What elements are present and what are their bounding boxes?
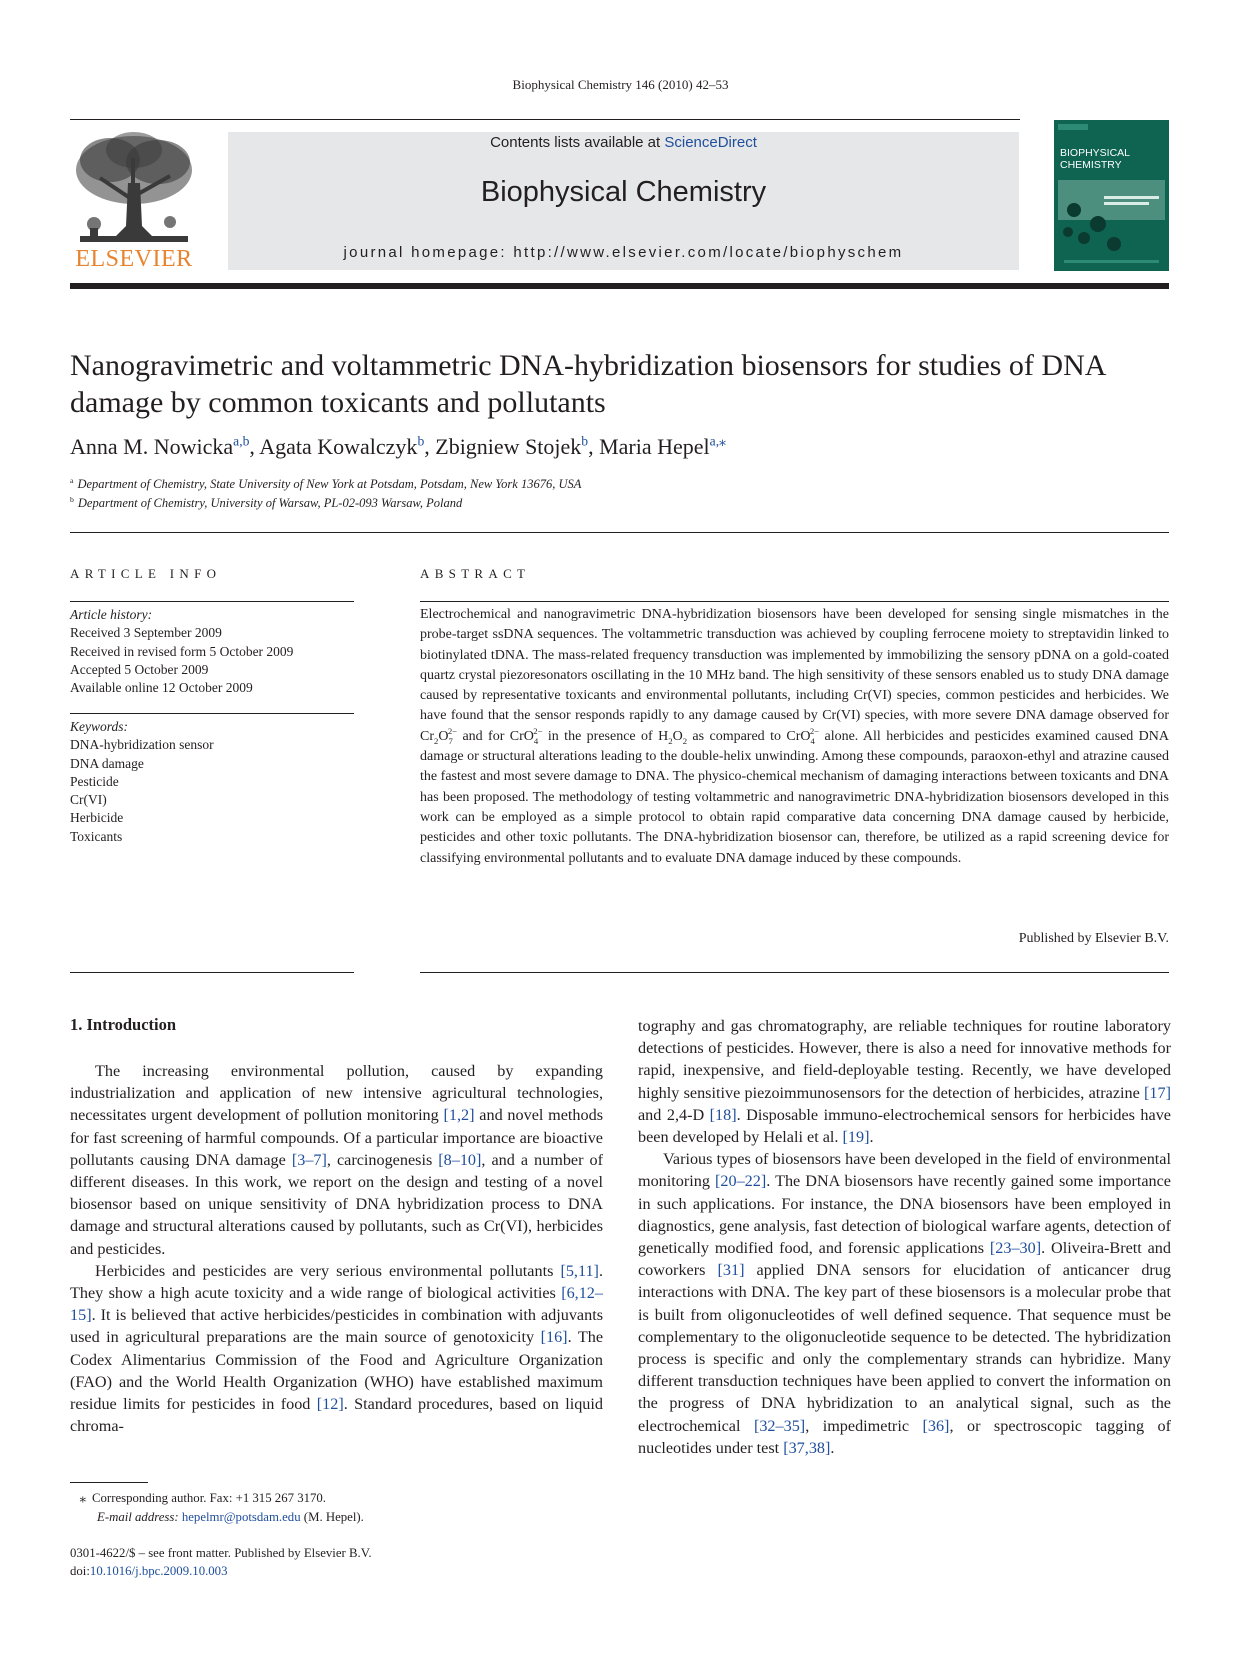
top-rule	[70, 119, 1020, 120]
journal-title: Biophysical Chemistry	[480, 176, 767, 208]
keyword: Toxicants	[70, 828, 123, 844]
info-rule	[70, 601, 354, 602]
citation-link[interactable]: [23–30]	[989, 1239, 1042, 1258]
contents-prefix: Contents lists available at	[490, 134, 665, 151]
paragraph: The increasing environmental pollution, caused by expanding industrialization and application of new intensive agricultural technologies, necessitates urgent development of pollution monitoring [1,2] and novel methods for fast screening of harmful compounds. Of a particular importance are bioactive pollutants causing DNA damage [3–7], carcinogenesis [8–10], and a number of different diseases. In this work, we report on the design and testing of a novel biosensor based on unique sensitivity of DNA hybridization process to DNA damage and structural alterations caused by pollutants, such as Cr(VI), herbicides and pesticides.	[70, 1062, 603, 1258]
header-thick-rule	[70, 283, 1169, 289]
history-item: Accepted 5 October 2009	[70, 661, 209, 677]
citation-link[interactable]: [31]	[717, 1261, 745, 1280]
body-column-left	[70, 1060, 603, 1437]
history-item: Available online 12 October 2009	[70, 680, 253, 696]
section-heading-introduction: 1. Introduction	[70, 1015, 177, 1034]
keyword: Pesticide	[70, 773, 119, 789]
citation-link[interactable]: [37,38]	[783, 1438, 831, 1457]
cover-title: BIOPHYSICAL CHEMISTRY	[1060, 147, 1131, 171]
elsevier-wordmark: ELSEVIER	[75, 246, 193, 272]
citation-link[interactable]: [16]	[540, 1328, 568, 1347]
citation-link[interactable]: [3–7]	[291, 1150, 327, 1169]
citation-link[interactable]: [18]	[709, 1105, 737, 1124]
author-affiliation-mark[interactable]: b	[417, 433, 425, 449]
author-name: Zbigniew Stojek	[435, 434, 582, 459]
keywords-label: Keywords:	[70, 719, 128, 734]
article-info-heading: ARTICLE INFO	[70, 566, 222, 581]
keywords	[70, 718, 354, 846]
citation-link[interactable]: [5,11]	[560, 1261, 599, 1280]
sciencedirect-link[interactable]: ScienceDirect	[664, 134, 757, 151]
info-rule	[70, 713, 354, 714]
abstract-body: Electrochemical and nanogravimetric DNA-hybridization biosensors have been developed for sensing single mismatches in the probe-target ssDNA sequences. The voltammetric transduction was achieved by coupling ferrocene moiety to streptavidin linked to biotinylated tDNA. The mass-related frequency transduction was implemented by immobilizing the sensory pDNA on a gold-coated quartz crystal piezoresonators oscillating in the 10 MHz band. The high sensitivity of these sensors enabled us to study DNA damage caused by representative toxicants and environmental pollutants, including Cr(VI) species, common pesticides and herbicides. We have found that the sensor responds rapidly to any damage caused by Cr(VI) species, with more severe DNA damage observed for $Cr_2O_7^{2-}$ and for CrO$_4^{2-}$ in the presence of $H_2O_2$ as compared to CrO$_4^{2-}$ alone. All herbicides and pesticides examined caused DNA damage or structural alterations leading to the double-helix unwinding. Among these compounds, paraoxon-ethyl and atrazine caused the fastest and most severe damage to DNA. The physico-chemical mechanism of damaging interactions between toxicants and DNA has been proposed. The methodology of testing voltammetric and nanogravimetric DNA-hybridization biosensors developed in this work can be employed as a simple protocol to obtain rapid comparative data concerning DNA damage caused by herbicide, pesticides and other toxic pollutants. The DNA-hybridization biosensor can, therefore, be utilized as a rapid screening device for classifying environmental pollutants and to evaluate DNA damage induced by these compounds.	[420, 607, 1170, 866]
paragraph: Various types of biosensors have been developed in the field of environmental monitoring [20–22]. The DNA biosensors have recently gained some importance in such applications. For instance, the DNA biosensors have been employed in diagnostics, gene analysis, fast detection of biological warfare agents, detection of genetically modified food, and forensic applications [23–30]. Oliveira-Brett and coworkers [31] applied DNA sensors for elucidation of anticancer drug interactions with DNA. The key part of these biosensors is a molecular probe that is built from oligonucleotides of well defined sequence. That sequence must be complementary to the oligonucleotide sequence to be detected. The hybridization process is specific and only the complementary strands can hybridize. Many different transduction techniques have been applied to convert the information on the progress of DNA hybridization to an analytical signal, such as the electrochemical [32–35], impedimetric [36], or spectroscopic tagging of nucleotides under test [37,38].	[638, 1150, 1172, 1457]
author-affiliation-mark[interactable]: b	[581, 433, 589, 449]
abstract-rule	[420, 972, 1169, 973]
published-by: Published by Elsevier B.V.	[1018, 931, 1169, 946]
author-name: Anna M. Nowicka	[70, 434, 234, 459]
doi-link[interactable]: 10.1016/j.bpc.2009.10.003	[89, 1564, 228, 1578]
citation-link[interactable]: [8–10]	[438, 1150, 482, 1169]
history-item: Received in revised form 5 October 2009	[70, 643, 294, 659]
paragraph: tography and gas chromatography, are reliable techniques for routine laboratory detections of pesticides. However, there is also a need for innovative methods for rapid, inexpensive, and field-deployable testing. Recently, we have developed highly sensitive piezoimmunosensors for the detection of herbicides, atrazine [17] and 2,4-D [18]. Disposable immuno-electrochemical sensors for herbicides have been developed by Helali et al. [19].	[638, 1017, 1171, 1147]
author-name: Maria Hepel	[599, 434, 710, 459]
footnote-rule	[70, 1482, 148, 1483]
journal-cover-thumbnail	[1054, 120, 1169, 271]
running-head: Biophysical Chemistry 146 (2010) 42–53	[512, 77, 729, 92]
keyword: Herbicide	[70, 810, 124, 826]
citation-link[interactable]: [19]	[842, 1128, 870, 1147]
citation-link[interactable]: [36]	[922, 1416, 950, 1435]
info-rule	[70, 972, 354, 973]
front-matter-info: 0301-4622/$ – see front matter. Published by Elsevier B.V. doi:10.1016/j.bpc.2009.10.003	[70, 1544, 603, 1580]
paragraph: Herbicides and pesticides are very serious environmental pollutants [5,11]. They show a high acute toxicity and a wide range of biological activities [6,12–15]. It is believed that active herbicides/pesticides in combination with adjuvants used in agricultural preparations are the main source of genotoxicity [16]. The Codex Alimentarius Commission of the Food and Agriculture Organization (FAO) and the World Health Organization (WHO) have established maximum residue limits for pesticides in food [12]. Standard procedures, based on liquid chroma-	[70, 1261, 603, 1436]
author-affiliation-mark[interactable]: a,⁎	[709, 433, 726, 449]
keyword: DNA-hybridization sensor	[70, 737, 214, 753]
elsevier-logo	[70, 128, 198, 270]
contents-line	[228, 134, 1019, 151]
author-name: Agata Kowalczyk	[259, 434, 418, 459]
article-history	[70, 606, 354, 697]
affiliation-b: $^b$ Department of Chemistry, University of Warsaw, PL-02-093 Warsaw, Poland	[70, 494, 463, 510]
abstract-heading: ABSTRACT	[420, 566, 531, 581]
history-item: Received 3 September 2009	[70, 625, 222, 641]
affiliation-a: $^a$ Department of Chemistry, State University of New York at Potsdam, Potsdam, New York 13676, USA	[70, 475, 582, 491]
body-column-right	[638, 1015, 1171, 1459]
author-list: Anna M. Nowicka$^{a,b}$, Agata Kowalczyk$^b$, Zbigniew Stojek$^b$, Maria Hepel$^{a,⁎}$	[70, 433, 726, 459]
keyword: Cr(VI)	[70, 792, 107, 808]
citation-link[interactable]: [17]	[1144, 1083, 1171, 1102]
elsevier-tree-icon	[70, 128, 198, 246]
abstract-rule	[420, 601, 1169, 602]
citation-link[interactable]: [32–35]	[753, 1416, 806, 1435]
journal-homepage[interactable]: journal homepage: http://www.elsevier.com/locate/biophyschem	[343, 244, 904, 261]
corresponding-author-footnote: ⁎ Corresponding author. Fax: +1 315 267 3170. E-mail address: hepelmr@potsdam.edu (M. Hepel).	[70, 1489, 603, 1526]
citation-link[interactable]: [12]	[316, 1395, 344, 1414]
journal-masthead	[228, 132, 1019, 270]
footnote-mark: ⁎	[79, 1491, 86, 1505]
email-link[interactable]: hepelmr@potsdam.edu	[181, 1509, 301, 1524]
section-rule	[70, 532, 1169, 533]
citation-link[interactable]: [1,2]	[443, 1106, 475, 1125]
keyword: DNA damage	[70, 755, 144, 771]
issn-line: 0301-4622/$ – see front matter. Published by Elsevier B.V.	[70, 1546, 372, 1560]
history-label: Article history:	[70, 607, 153, 622]
citation-link[interactable]: [20–22]	[715, 1172, 767, 1191]
author-affiliation-mark[interactable]: a,b	[233, 433, 250, 449]
cover-art-icon	[1054, 120, 1169, 271]
citation-link[interactable]: [6,12–15]	[70, 1284, 603, 1325]
article-title: Nanogravimetric and voltammetric DNA-hybridization biosensors for studies of DNA damage by common toxicants and pollutants	[70, 349, 1105, 419]
